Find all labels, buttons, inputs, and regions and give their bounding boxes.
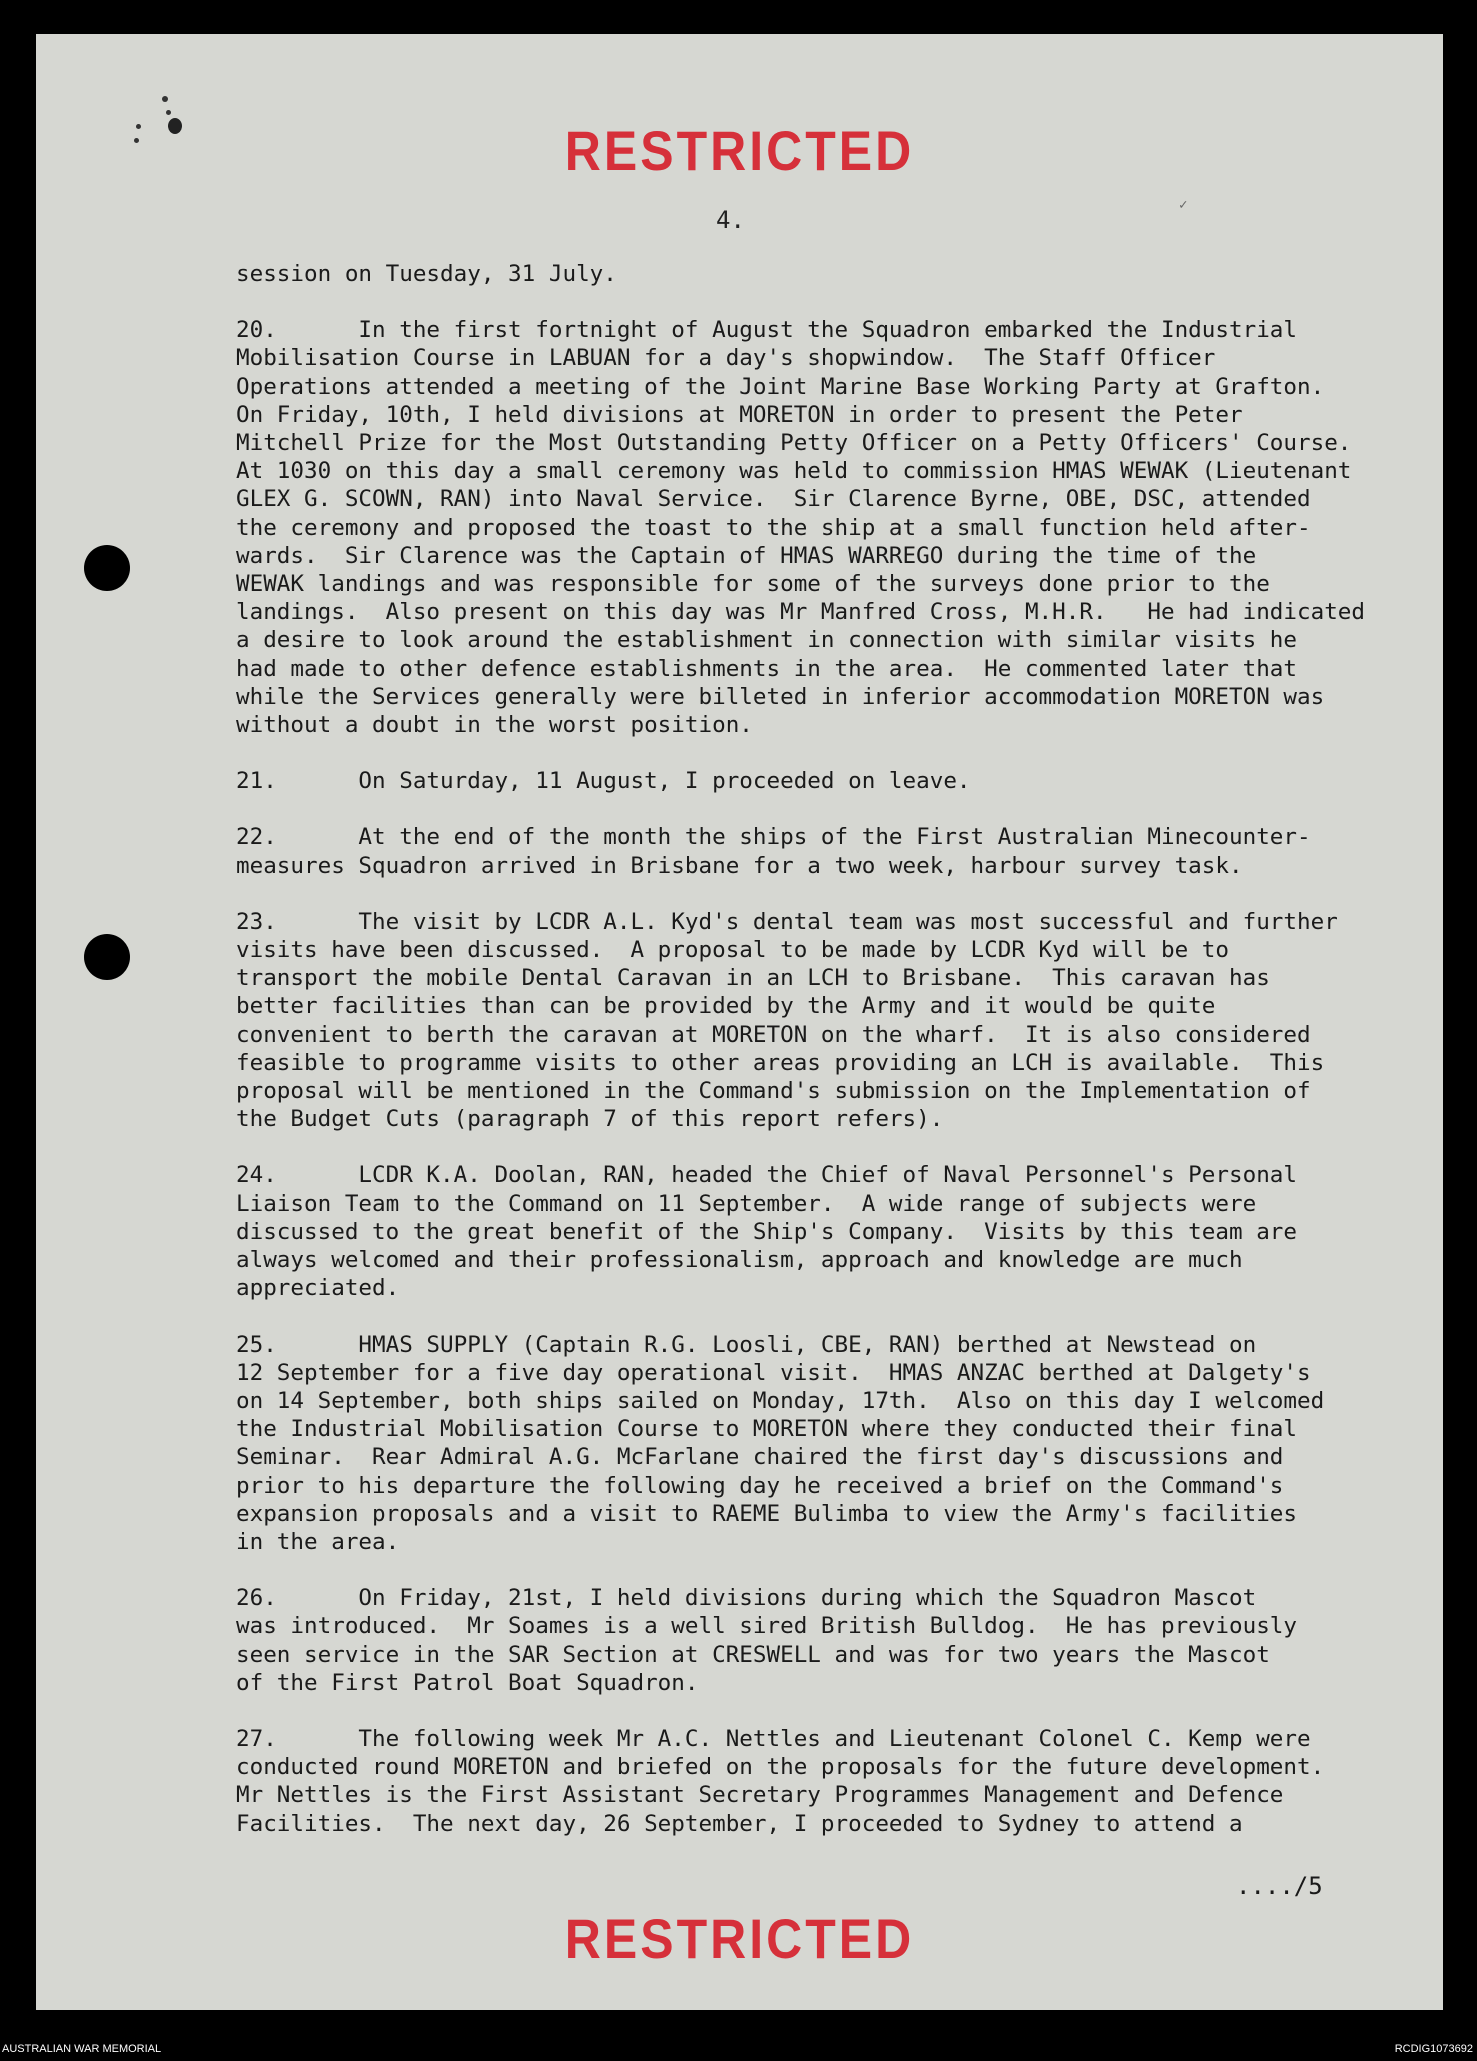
paragraph xyxy=(236,908,1446,1134)
punch-hole-upper xyxy=(84,545,130,591)
text-line: always welcomed and their professionalism, approach and knowledge are much xyxy=(236,1247,1243,1274)
paragraph-gap xyxy=(236,1133,1446,1161)
text-line: Mobilisation Course in LABUAN for a day's shopwindow. The Staff Officer xyxy=(236,345,1216,372)
paragraph-gap xyxy=(236,795,1446,823)
body-text xyxy=(236,260,1446,1838)
paragraph xyxy=(236,1161,1446,1302)
classification-stamp-bottom: RESTRICTED xyxy=(564,1907,915,1971)
page-number: 4. xyxy=(716,206,745,234)
text-line: appreciated. xyxy=(236,1275,400,1302)
text-line: conducted round MORETON and briefed on the proposals for the future development. xyxy=(236,1754,1325,1781)
text-line: while the Services generally were billeted in inferior accommodation MORETON was xyxy=(236,683,1325,710)
paragraph xyxy=(236,1584,1446,1697)
text-line: Mr Nettles is the First Assistant Secretary Programmes Management and Defence xyxy=(236,1782,1284,1809)
text-line: proposal will be mentioned in the Command's submission on the Implementation of xyxy=(236,1078,1311,1105)
document-page xyxy=(36,34,1443,2010)
text-line: GLEX G. SCOWN, RAN) into Naval Service. Sir Clarence Byrne, OBE, DSC, attended xyxy=(236,486,1311,513)
paragraph-gap xyxy=(236,1556,1446,1584)
text-line: 20. In the first fortnight of August the Squadron embarked the Industrial xyxy=(236,317,1298,344)
paragraph xyxy=(236,1331,1446,1557)
punch-hole-lower xyxy=(84,934,130,980)
speck xyxy=(136,124,141,129)
text-line: in the area. xyxy=(236,1528,400,1555)
paragraph-gap xyxy=(236,880,1446,908)
paragraph-gap xyxy=(236,288,1446,316)
paragraph-gap xyxy=(236,1697,1446,1725)
text-line: Seminar. Rear Admiral A.G. McFarlane chaired the first day's discussions and xyxy=(236,1444,1284,1471)
text-line: 24. LCDR K.A. Doolan, RAN, headed the Chief of Naval Personnel's Personal xyxy=(236,1162,1298,1189)
text-line: On Friday, 10th, I held divisions at MORETON in order to present the Peter xyxy=(236,401,1243,428)
text-line: measures Squadron arrived in Brisbane for a two week, harbour survey task. xyxy=(236,852,1243,879)
continuation-marker: ..../5 xyxy=(1236,1872,1323,1900)
paragraph xyxy=(236,260,1446,288)
check-mark: ✓ xyxy=(1179,197,1188,213)
text-line: At 1030 on this day a small ceremony was held to commission HMAS WEWAK (Lieutenant xyxy=(236,458,1352,485)
text-line: a desire to look around the establishment in connection with similar visits he xyxy=(236,627,1298,654)
text-line: Operations attended a meeting of the Joint Marine Base Working Party at Grafton. xyxy=(236,373,1325,400)
speck xyxy=(162,96,168,102)
text-line: expansion proposals and a visit to RAEME Bulimba to view the Army's facilities xyxy=(236,1500,1298,1527)
text-line: had made to other defence establishments in the area. He commented later that xyxy=(236,655,1298,682)
text-line: 21. On Saturday, 11 August, I proceeded on leave. xyxy=(236,768,971,795)
text-line: the Budget Cuts (paragraph 7 of this report refers). xyxy=(236,1106,944,1133)
speck xyxy=(166,110,171,115)
text-line: 27. The following week Mr A.C. Nettles and Lieutenant Colonel C. Kemp were xyxy=(236,1725,1311,1752)
text-line: without a doubt in the worst position. xyxy=(236,712,753,739)
paragraph xyxy=(236,316,1446,739)
text-line: visits have been discussed. A proposal to be made by LCDR Kyd will be to xyxy=(236,937,1229,964)
text-line: WEWAK landings and was responsible for some of the surveys done prior to the xyxy=(236,571,1270,598)
archive-credit: AUSTRALIAN WAR MEMORIAL xyxy=(2,2043,162,2055)
text-line: 26. On Friday, 21st, I held divisions during which the Squadron Mascot xyxy=(236,1585,1257,1612)
classification-stamp-top: RESTRICTED xyxy=(564,119,915,183)
text-line: feasible to programme visits to other areas providing an LCH is available. This xyxy=(236,1049,1325,1076)
archive-reference: RCDIG1073692 xyxy=(1394,2043,1473,2055)
paragraph-gap xyxy=(236,1303,1446,1331)
text-line: 12 September for a five day operational visit. HMAS ANZAC berthed at Dalgety's xyxy=(236,1359,1311,1386)
text-line: better facilities than can be provided by the Army and it would be quite xyxy=(236,993,1216,1020)
text-line: was introduced. Mr Soames is a well sired British Bulldog. He has previously xyxy=(236,1613,1298,1640)
text-line: of the First Patrol Boat Squadron. xyxy=(236,1669,699,1696)
text-line: seen service in the SAR Section at CRESWELL and was for two years the Mascot xyxy=(236,1641,1270,1668)
text-line: Liaison Team to the Command on 11 September. A wide range of subjects were xyxy=(236,1190,1257,1217)
text-line: on 14 September, both ships sailed on Monday, 17th. Also on this day I welcomed xyxy=(236,1387,1325,1414)
text-line: session on Tuesday, 31 July. xyxy=(236,261,617,287)
paragraph xyxy=(236,1725,1446,1838)
paragraph xyxy=(236,767,1446,795)
text-line: 23. The visit by LCDR A.L. Kyd's dental team was most successful and further xyxy=(236,908,1338,935)
paragraph xyxy=(236,823,1446,879)
text-line: landings. Also present on this day was Mr Manfred Cross, M.H.R. He had indicated xyxy=(236,599,1366,626)
speck xyxy=(134,138,139,143)
text-line: 25. HMAS SUPPLY (Captain R.G. Loosli, CBE, RAN) berthed at Newstead on xyxy=(236,1331,1257,1358)
text-line: the ceremony and proposed the toast to the ship at a small function held after- xyxy=(236,514,1311,541)
text-line: Mitchell Prize for the Most Outstanding Petty Officer on a Petty Officers' Course. xyxy=(236,430,1352,457)
text-line: prior to his departure the following day he received a brief on the Command's xyxy=(236,1472,1284,1499)
text-line: discussed to the great benefit of the Ship's Company. Visits by this team are xyxy=(236,1218,1298,1245)
text-line: Facilities. The next day, 26 September, I proceeded to Sydney to attend a xyxy=(236,1810,1243,1837)
text-line: 22. At the end of the month the ships of the First Australian Minecounter- xyxy=(236,824,1311,851)
blemish xyxy=(168,118,182,134)
paragraph-gap xyxy=(236,739,1446,767)
text-line: transport the mobile Dental Caravan in an LCH to Brisbane. This caravan has xyxy=(236,965,1270,992)
text-line: the Industrial Mobilisation Course to MORETON where they conducted their final xyxy=(236,1416,1298,1443)
text-line: wards. Sir Clarence was the Captain of HMAS WARREGO during the time of the xyxy=(236,542,1257,569)
text-line: convenient to berth the caravan at MORETON on the wharf. It is also considered xyxy=(236,1021,1311,1048)
